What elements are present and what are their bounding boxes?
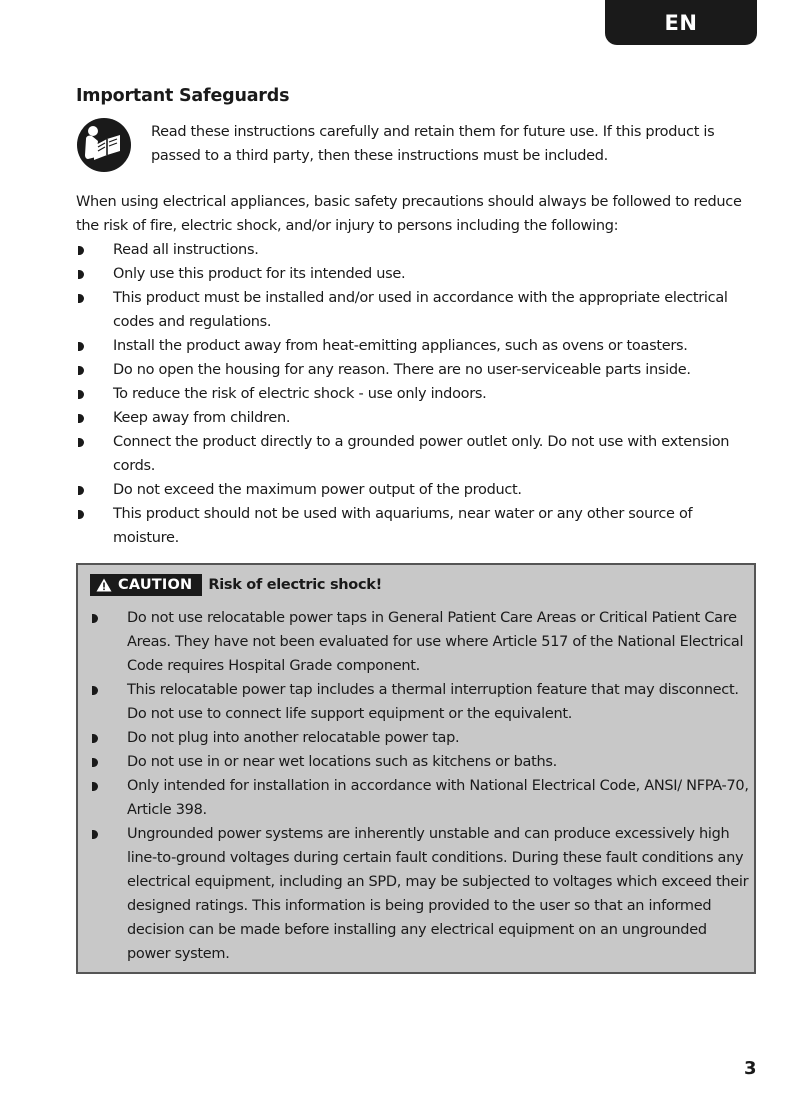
bullet-arrow-icon: [78, 510, 84, 519]
list-item: [76, 358, 756, 382]
list-item: [76, 478, 756, 502]
caution-title: Risk of electric shock!: [208, 577, 382, 593]
list-item: [90, 606, 750, 678]
list-item: [90, 750, 750, 774]
list-item-text: Do not use relocatable power taps in General Patient Care Areas or Critical Patient Care Areas. They have not been evaluated for use where Article 517 of the National Electrical Code requires Hospital Grade component.: [127, 610, 744, 674]
list-item: [76, 406, 756, 430]
list-item: [90, 678, 750, 726]
list-item-text: This product should not be used with aquariums, near water or any other source of moisture.: [113, 506, 693, 546]
list-item-text: Read all instructions.: [113, 242, 259, 258]
bullet-arrow-icon: [92, 686, 98, 695]
list-item: [76, 382, 756, 406]
bullet-arrow-icon: [78, 438, 84, 447]
bullet-arrow-icon: [92, 830, 98, 839]
bullet-arrow-icon: [78, 246, 84, 255]
page-heading: Important Safeguards: [76, 86, 290, 106]
page-number: 3: [744, 1058, 757, 1079]
caution-badge-label: CAUTION: [118, 577, 193, 593]
bullet-arrow-icon: [92, 734, 98, 743]
lead-text: When using electrical appliances, basic safety precautions should always be followed to reduce the risk of fire, electric shock, and/or injury to persons including the following:: [76, 194, 742, 234]
intro-text: Read these instructions carefully and retain them for future use. If this product is passed to a third party, then these instructions must be included.: [151, 124, 715, 164]
bullet-arrow-icon: [78, 366, 84, 375]
caution-box: [76, 563, 756, 974]
bullet-arrow-icon: [78, 486, 84, 495]
bullet-arrow-icon: [78, 294, 84, 303]
list-item-text: Do no open the housing for any reason. There are no user-serviceable parts inside.: [113, 362, 691, 378]
list-item: [90, 822, 750, 966]
bullet-arrow-icon: [78, 390, 84, 399]
warning-triangle-icon: [96, 578, 112, 592]
read-manual-icon: [76, 117, 132, 173]
list-item: [76, 334, 756, 358]
list-item: [90, 726, 750, 750]
list-item-text: This product must be installed and/or used in accordance with the appropriate electrical codes and regulations.: [113, 290, 728, 330]
list-item-text: Only intended for installation in accordance with National Electrical Code, ANSI/ NFPA-70, Article 398.: [127, 778, 749, 818]
list-item: [76, 262, 756, 286]
caution-header: [90, 574, 382, 596]
bullet-arrow-icon: [92, 614, 98, 623]
language-tab: EN: [605, 0, 757, 45]
list-item-text: Do not use in or near wet locations such as kitchens or baths.: [127, 754, 557, 770]
list-item-text: Keep away from children.: [113, 410, 291, 426]
list-item-text: Do not plug into another relocatable power tap.: [127, 730, 460, 746]
safeguards-list: [76, 238, 756, 550]
bullet-arrow-icon: [78, 414, 84, 423]
bullet-arrow-icon: [78, 342, 84, 351]
caution-list: [90, 606, 750, 966]
caution-badge: [90, 574, 202, 596]
list-item: [76, 238, 756, 262]
list-item: [76, 286, 756, 334]
list-item-text: To reduce the risk of electric shock - use only indoors.: [113, 386, 487, 402]
list-item: [76, 430, 756, 478]
list-item-text: This relocatable power tap includes a thermal interruption feature that may disconnect. Do not use to connect life support equipment or the equivalent.: [127, 682, 739, 722]
list-item-text: Do not exceed the maximum power output of the product.: [113, 482, 522, 498]
list-item-text: Connect the product directly to a grounded power outlet only. Do not use with extension cords.: [113, 434, 730, 474]
list-item: [76, 502, 756, 550]
list-item-text: Install the product away from heat-emitting appliances, such as ovens or toasters.: [113, 338, 688, 354]
list-item: [90, 774, 750, 822]
bullet-arrow-icon: [78, 270, 84, 279]
list-item-text: Ungrounded power systems are inherently unstable and can produce excessively high line-to-ground voltages during certain fault conditions. During these fault conditions any electrical equipment, including an SPD, may be subjected to voltages which exceed their designed ratings. This information is being provided to the user so that an informed decision can be made before installing any electrical equipment on an ungrounded power system.: [127, 826, 749, 962]
bullet-arrow-icon: [92, 782, 98, 791]
list-item-text: Only use this product for its intended use.: [113, 266, 406, 282]
bullet-arrow-icon: [92, 758, 98, 767]
